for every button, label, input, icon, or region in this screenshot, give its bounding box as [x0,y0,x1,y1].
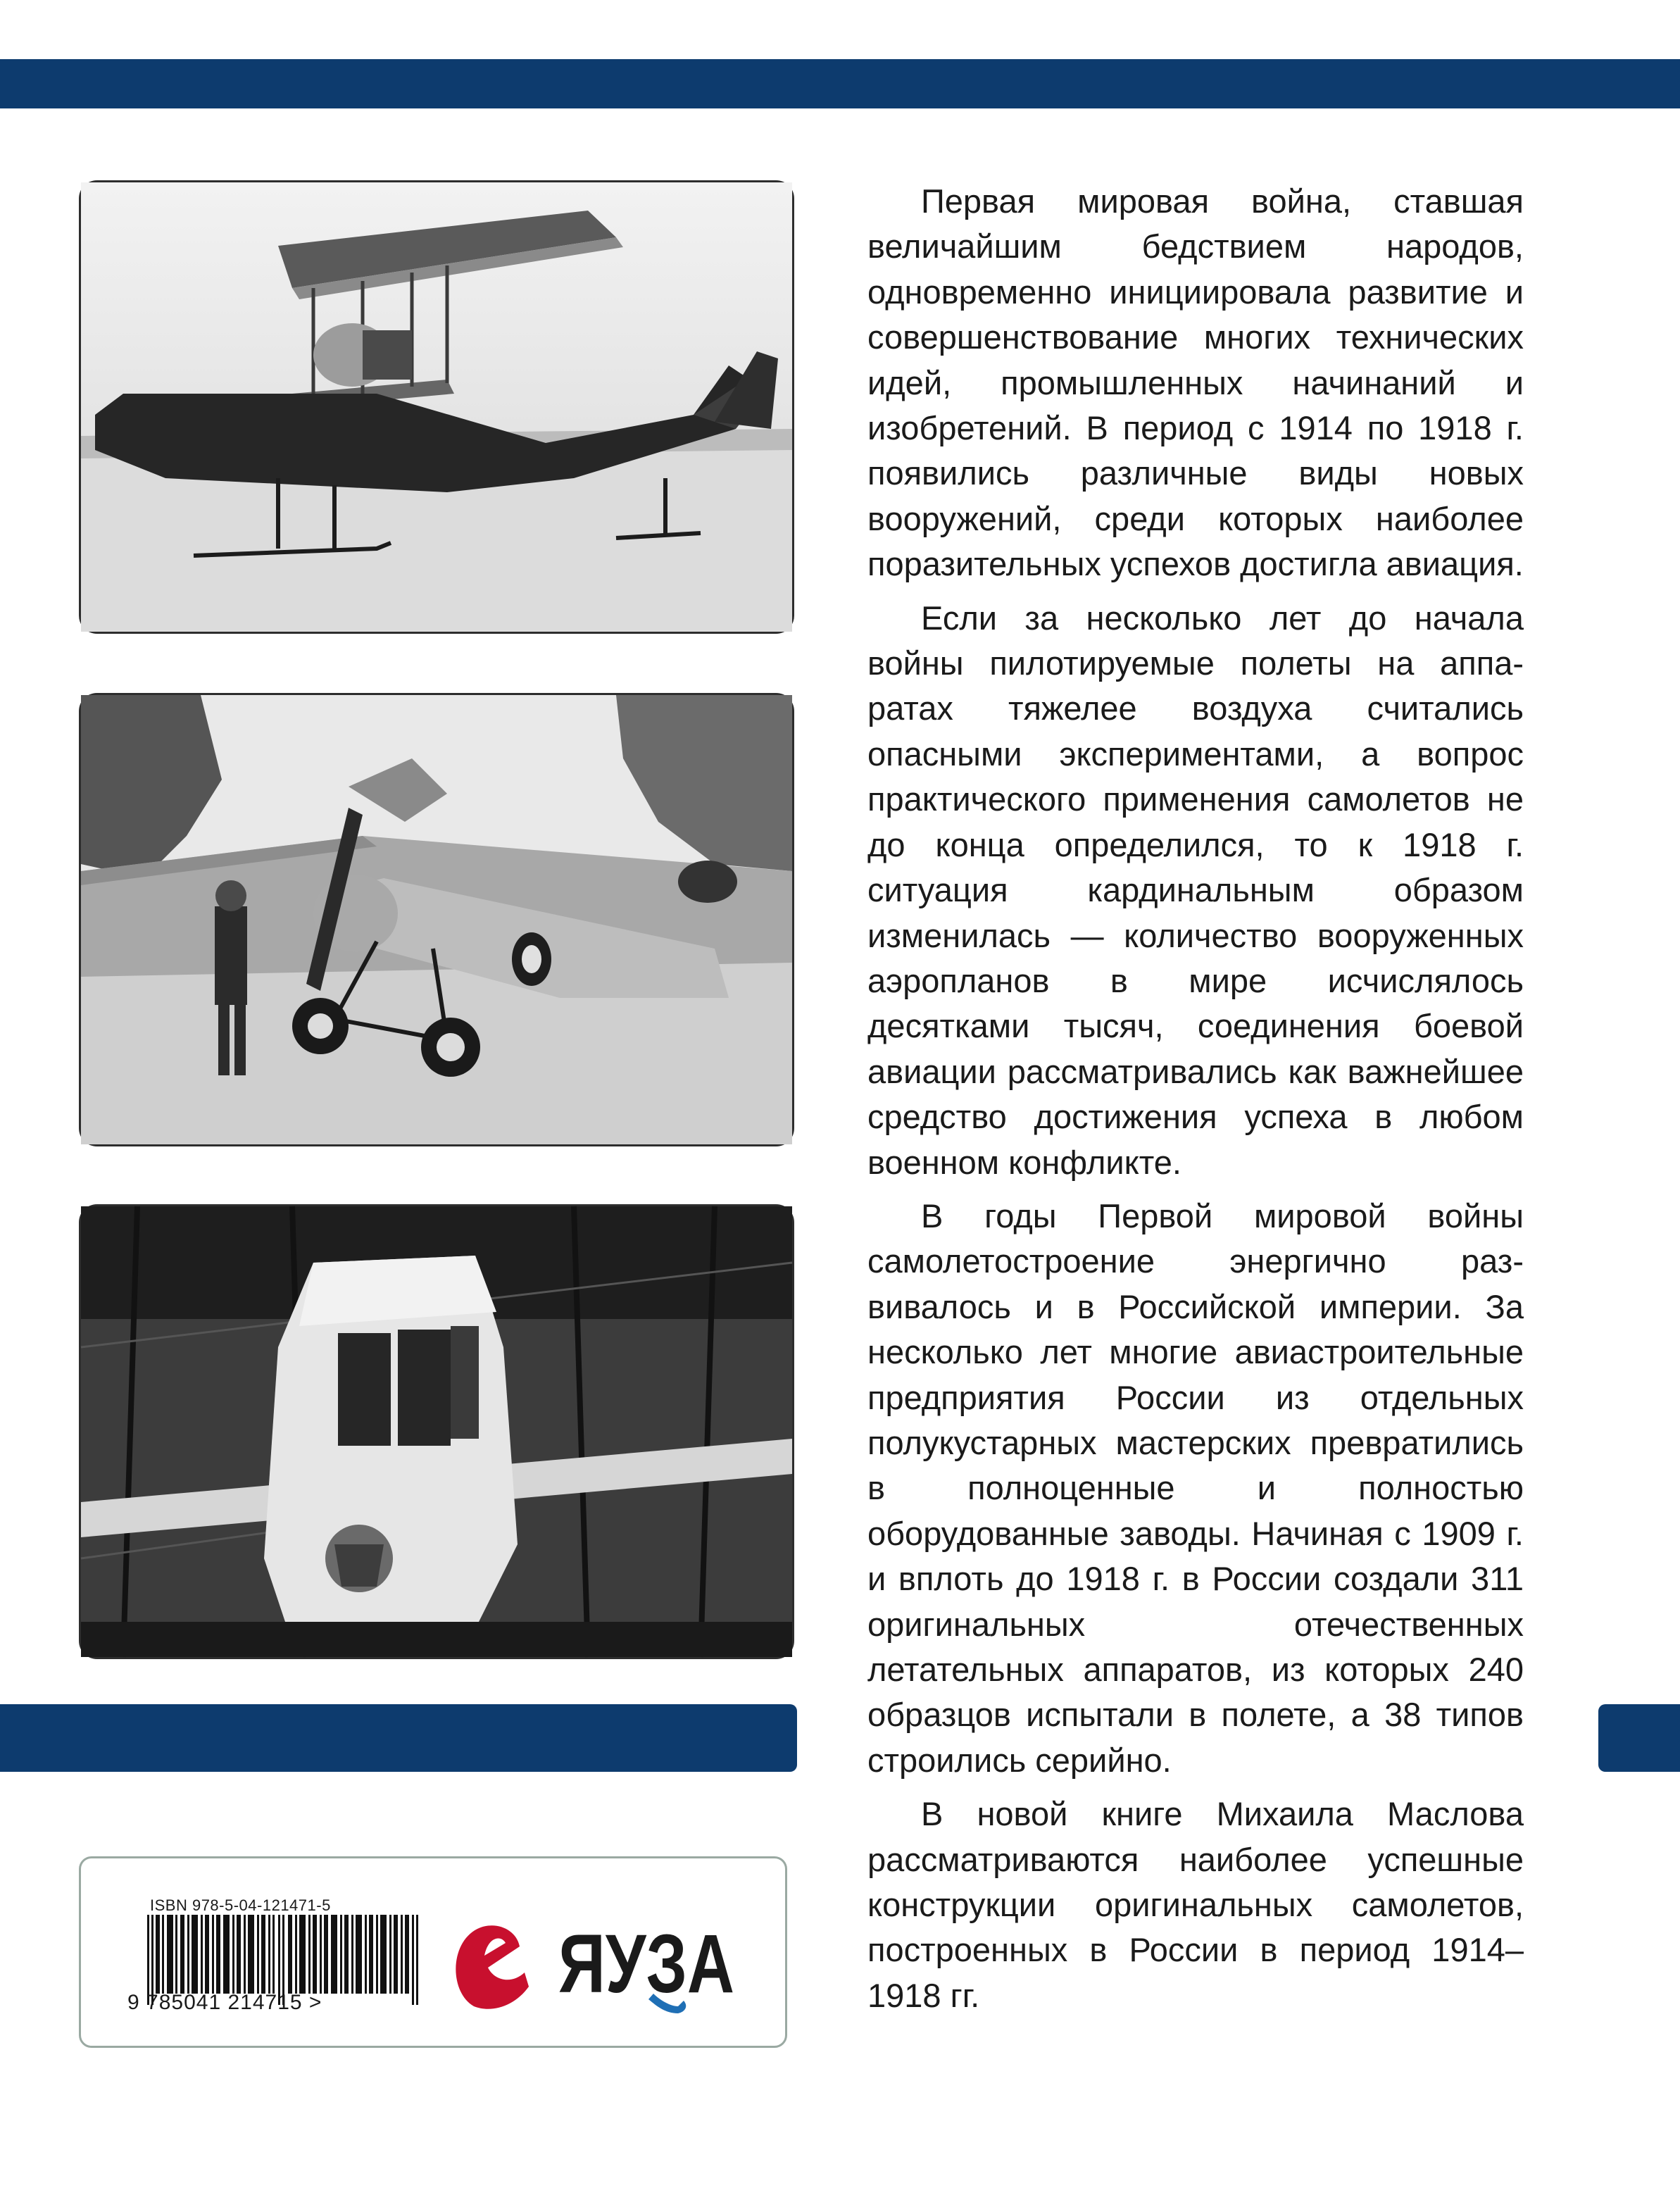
paragraph-intro: Первая мировая война, ставшая величайшим бедствием народов, одновременно инициировала развитие и совершенствование многих технических идей, промышленных начинаний и изобретений. В период с 1914 по 1918 г. появились различные виды новых вооружений, среди которых наиболее поразительных успехов достигла авиация. [867,182,1524,583]
paragraph-aviation-growth: Если за несколько лет до начала войны пилотируемые полеты на аппаратах тяжелее воздуха считались опасными экспериментами, а вопрос практического применения самолетов не до конца определился, то к 1918 г. ситуация кардинальным образом изменилась — количество вооруженных аэропланов в мире исчислялось десятками тысяч, соединения боевой авиации рассматривались как важнейшее средство достижения успеха в любом военном конфликте. [867,599,1524,1181]
paragraph-russian-aircraft: В годы Первой мировой войны самолетостроение энергично развивалось и в Российской империи. За несколько лет многие авиастроительные предприятия России из отдельных полукустарных мастерских превратились в полноценные и полностью оборудованные заводы. Начиная с 1909 г. и вплоть до 1918 г. в России создали 311 оригинальных отечественных летательных аппаратов, из которых 240 образцов испытали в полете, а 38 типов строились серийно. [867,1196,1524,1779]
lower-color-band [0,1704,797,1772]
barcode-digits: 9 785041 214715 > [127,1991,322,2014]
eksmo-logo-icon [456,1925,529,2008]
barcode-panel [79,1856,787,2048]
publisher-wordmark: ЯУЗА [558,1918,734,2011]
book-description [867,179,1524,2027]
top-color-band [0,59,1680,108]
isbn-label: ISBN 978-5-04-121471-5 [150,1896,331,1914]
bomber-cockpit-nose-photo [79,1204,794,1659]
publisher-logo [446,1901,756,2027]
monoplane-with-pilot-photo [79,693,794,1146]
seaplane-on-skis-photo [79,180,794,634]
paragraph-new-book: В новой книге Михаила Маслова рассматриваются наиболее успешные конструкции оригинальных самолетов, построенных в России в период 1914–1918 гг. [867,1795,1524,2014]
right-edge-tab [1598,1704,1680,1772]
